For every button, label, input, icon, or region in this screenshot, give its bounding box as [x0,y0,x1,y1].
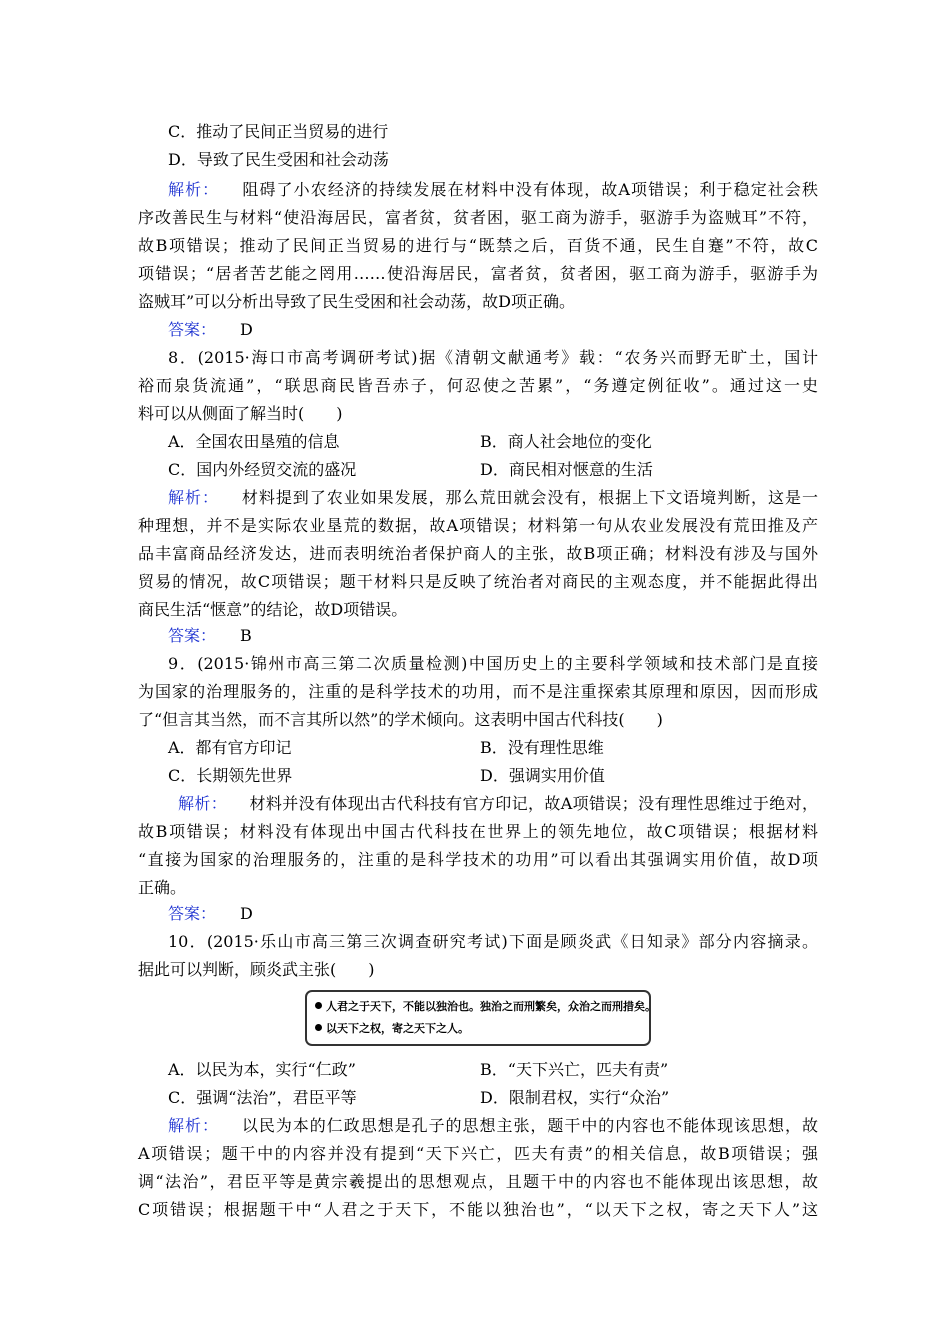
q9-option-a: A．都有官方印记 [168,738,292,757]
answer-label: 答案： [168,626,217,645]
q9-stem-line-1: 9．(2015·锦州市高三第二次质量检测)中国历史上的主要科学领域和技术部门是直接 [168,654,818,673]
q7-analysis-line-1: 解析： 阻碍了小农经济的持续发展在材料中没有体现，故A项错误；利于稳定社会秩 [168,180,818,199]
q10-analysis-line-4: C项错误；根据题干中“人君之于天下，不能以独治也”，“以天下之权，寄之天下人”这 [138,1200,818,1219]
q9-stem-line-2: 为国家的治理服务的，注重的是科学技术的功用，而不是注重探索其原理和原因，因而形成 [138,682,818,701]
q9-option-b: B．没有理性思维 [480,738,604,757]
q10-option-d: D．限制君权，实行“众治” [480,1088,670,1107]
q8-option-a: A．全国农田垦殖的信息 [168,432,340,451]
answer-value: D [240,320,253,339]
bullet-icon [315,1002,322,1009]
q9-analysis-line-4: 正确。 [138,878,187,897]
q9-analysis-line-1: 解析： 材料并没有体现出古代科技有官方印记，故A项错误；没有理性思维过于绝对， [178,794,818,813]
q10-option-c: C．强调“法治”，君臣平等 [168,1088,357,1107]
answer-value: B [240,626,252,645]
answer-label: 答案： [168,904,217,923]
q8-option-d: D．商民相对惬意的生活 [480,460,653,479]
q8-analysis-line-5: 商民生活“惬意”的结论，故D项错误。 [138,600,408,619]
q7-option-d: D．导致了民生受困和社会动荡 [168,150,389,169]
q8-stem-line-2: 裕而泉货流通”，“联思商民皆吾赤子，何忍使之苦累”，“务遵定例征收”。通过这一史 [138,376,818,395]
quote-item-2: 以天下之权，寄之天下之人。 [315,1022,469,1036]
q8-analysis-line-1: 解析： 材料提到了农业如果发展，那么荒田就会没有，根据上下文语境判断，这是一 [168,488,818,507]
q7-analysis-line-4: 项错误；“居者苦艺能之罔用……使沿海居民，富者贫，贫者困，驱工商为游手，驱游手为 [138,264,818,283]
q7-analysis-line-3: 故B项错误；推动了民间正当贸易的进行与“既禁之后，百货不通，民生自蹇”不符，故C [138,236,818,255]
analysis-label: 解析： [168,488,219,507]
q9-stem-line-3: 了“但言其当然，而不言其所以然”的学术倾向。这表明中国古代科技( ) [138,710,663,729]
analysis-label: 解析： [168,1116,219,1135]
quote-box [305,990,656,1046]
answer-value: D [240,904,253,923]
q7-analysis-line-2: 序改善民生与材料“使沿海居民，富者贫，贫者困，驱工商为游手，驱游手为盗贼耳”不符， [138,208,818,227]
q10-stem-line-1: 10．(2015·乐山市高三第三次调查研究考试)下面是顾炎武《日知录》部分内容摘录。 [168,932,818,951]
q8-analysis-line-4: 贸易的情况，故C项错误；题干材料只是反映了统治者对商民的主观态度，并不能据此得出 [138,572,818,591]
q10-stem-line-2: 据此可以判断，顾炎武主张( ) [138,960,375,979]
q8-analysis-line-3: 品丰富商品经济发达，进而表明统治者保护商人的主张，故B项正确；材料没有涉及与国外 [138,544,818,563]
q9-analysis-line-2: 故B项错误；材料没有体现出中国古代科技在世界上的领先地位，故C项错误；根据材料 [138,822,818,841]
quote-item-1: 人君之于天下，不能以独治也。独治之而刑繁矣，众治之而刑措矣。 [315,1000,656,1014]
q8-answer [168,622,252,650]
q8-stem-line-1: 8．(2015·海口市高考调研考试)据《清朝文献通考》载：“农务兴而野无旷土，国计 [168,348,818,367]
q10-analysis-line-1: 解析： 以民为本的仁政思想是孔子的思想主张，题干中的内容也不能体现该思想，故 [168,1116,818,1135]
q10-option-a: A．以民为本，实行“仁政” [168,1060,356,1079]
q8-option-c: C．国内外经贸交流的盛况 [168,460,357,479]
q8-analysis-line-2: 种理想，并不是实际农业垦荒的数据，故A项错误；材料第一句从农业发展没有荒田推及产 [138,516,818,535]
q8-stem-line-3: 料可以从侧面了解当时( ) [138,404,343,423]
q10-analysis-line-3: 调“法治”，君臣平等是黄宗羲提出的思想观点，且题干中的内容也不能体现出该思想，故 [138,1172,818,1191]
q8-option-b: B．商人社会地位的变化 [480,432,652,451]
bullet-icon [315,1024,322,1031]
q7-option-c: C．推动了民间正当贸易的进行 [168,122,389,141]
analysis-label: 解析： [178,794,228,813]
q9-option-c: C．长期领先世界 [168,766,293,785]
q10-option-b: B．“天下兴亡，匹夫有责” [480,1060,669,1079]
q7-answer [168,316,253,344]
q9-answer [168,900,253,928]
q9-option-d: D．强调实用价值 [480,766,605,785]
q9-analysis-line-3: “直接为国家的治理服务的，注重的是科学技术的功用”可以看出其强调实用价值，故D项 [138,850,818,869]
analysis-label: 解析： [168,180,220,199]
answer-label: 答案： [168,320,217,339]
q10-analysis-line-2: A项错误；题干中的内容并没有提到“天下兴亡，匹夫有责”的相关信息，故B项错误；强 [138,1144,818,1163]
q7-analysis-line-5: 盗贼耳”可以分析出导致了民生受困和社会动荡，故D项正确。 [138,292,576,311]
